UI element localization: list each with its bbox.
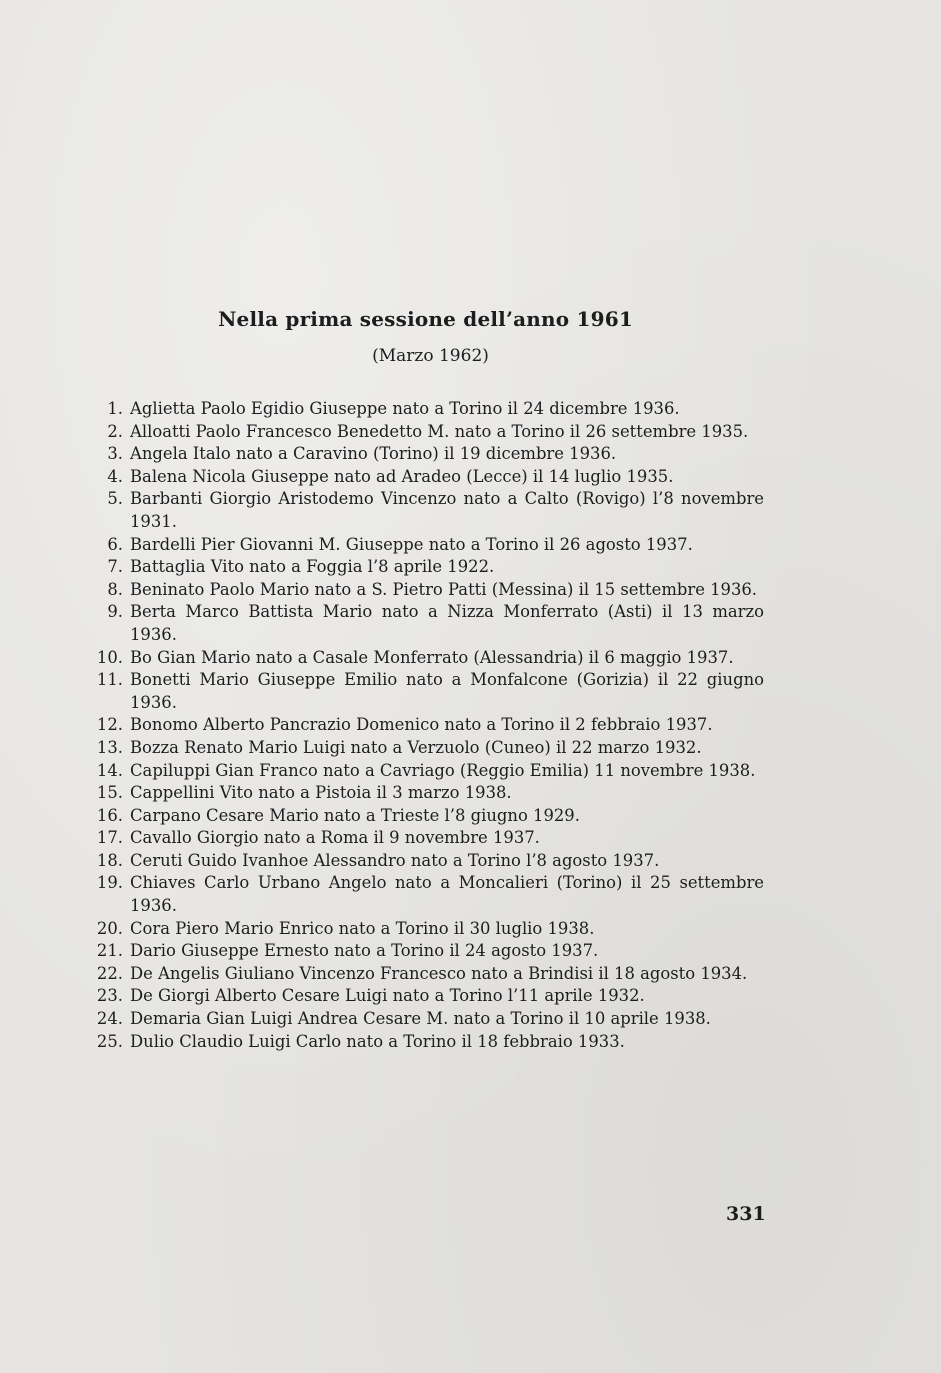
list-item xyxy=(96,737,764,760)
entry-number: 2. xyxy=(107,421,123,441)
entry-text: Demaria Gian Luigi Andrea Cesare M. nato a Torino il 10 aprile 1938. xyxy=(130,1009,711,1029)
list-item xyxy=(96,647,764,670)
entry-number: 7. xyxy=(107,557,123,577)
list-item xyxy=(96,940,764,963)
list-item xyxy=(96,1031,764,1054)
page-number: 331 xyxy=(726,1203,766,1225)
entry-number: 25. xyxy=(96,1031,123,1051)
entry-number: 14. xyxy=(96,760,123,780)
entry-number: 3. xyxy=(107,444,123,464)
section-heading: Nella prima sessione dell’anno 1961 xyxy=(218,307,633,331)
entry-text: Alloatti Paolo Francesco Benedetto M. nato a Torino il 26 settembre 1935. xyxy=(130,421,749,441)
entry-number: 11. xyxy=(96,670,123,690)
entry-number: 24. xyxy=(96,1009,123,1029)
list-item xyxy=(96,556,764,579)
entry-number: 22. xyxy=(96,963,123,983)
entry-text: De Angelis Giuliano Vincenzo Francesco nato a Brindisi il 18 agosto 1934. xyxy=(130,963,748,983)
entry-number: 10. xyxy=(96,647,123,667)
entry-text: Dulio Claudio Luigi Carlo nato a Torino il 18 febbraio 1933. xyxy=(130,1031,625,1051)
list-item xyxy=(96,963,764,986)
list-item xyxy=(96,760,764,783)
list-item xyxy=(96,534,764,557)
list-item xyxy=(96,601,764,646)
list-item xyxy=(96,1008,764,1031)
entry-text: Ceruti Guido Ivanhoe Alessandro nato a Torino l’8 agosto 1937. xyxy=(130,850,660,870)
list-item xyxy=(96,827,764,850)
list-item xyxy=(96,918,764,941)
entry-text: Bonomo Alberto Pancrazio Domenico nato a Torino il 2 febbraio 1937. xyxy=(130,715,713,735)
entry-text: Bardelli Pier Giovanni M. Giuseppe nato a Torino il 26 agosto 1937. xyxy=(130,534,693,554)
entry-text: Beninato Paolo Mario nato a S. Pietro Patti (Messina) il 15 settembre 1936. xyxy=(130,579,758,599)
entry-text: Angela Italo nato a Caravino (Torino) il 19 dicembre 1936. xyxy=(130,444,617,464)
entry-text: Barbanti Giorgio Aristodemo Vincenzo nato a Calto (Rovigo) l’8 novembre 1931. xyxy=(130,489,764,531)
list-item xyxy=(96,805,764,828)
entry-number: 19. xyxy=(96,873,123,893)
entry-text: Chiaves Carlo Urbano Angelo nato a Moncalieri (Torino) il 25 settembre 1936. xyxy=(130,873,764,916)
entry-number: 21. xyxy=(96,941,123,961)
entry-number: 15. xyxy=(96,783,123,803)
entry-number: 17. xyxy=(96,828,123,848)
entry-number: 23. xyxy=(96,986,123,1006)
entry-number: 12. xyxy=(96,715,123,735)
list-item xyxy=(96,872,764,917)
entry-text: Dario Giuseppe Ernesto nato a Torino il 24 agosto 1937. xyxy=(130,941,599,961)
entry-number: 8. xyxy=(107,579,123,599)
entry-text: Cora Piero Mario Enrico nato a Torino il 30 luglio 1938. xyxy=(130,918,595,938)
list-item xyxy=(96,488,764,533)
entry-number: 20. xyxy=(96,918,123,938)
list-item xyxy=(96,669,764,714)
list-item xyxy=(96,850,764,873)
list-item xyxy=(96,466,764,489)
entry-number: 13. xyxy=(96,737,123,757)
list-item xyxy=(96,782,764,805)
list-item xyxy=(96,714,764,737)
entry-text: Berta Marco Battista Mario nato a Nizza Monferrato (Asti) il 13 marzo 1936. xyxy=(130,602,764,644)
entry-number: 18. xyxy=(96,850,123,870)
section-date: (Marzo 1962) xyxy=(372,346,489,366)
entry-text: Capiluppi Gian Franco nato a Cavriago (Reggio Emilia) 11 novembre 1938. xyxy=(130,760,756,780)
list-item xyxy=(96,985,764,1008)
entry-number: 6. xyxy=(107,534,123,554)
list-item xyxy=(96,579,764,602)
entry-text: Cavallo Giorgio nato a Roma il 9 novembre 1937. xyxy=(130,828,540,848)
list-item xyxy=(96,398,764,421)
entry-text: Bonetti Mario Giuseppe Emilio nato a Monfalcone (Gorizia) il 22 giugno 1936. xyxy=(130,670,764,712)
entry-number: 4. xyxy=(107,466,123,486)
entry-text: Carpano Cesare Mario nato a Trieste l’8 giugno 1929. xyxy=(130,805,580,825)
entry-number: 9. xyxy=(107,602,123,622)
entry-text: Cappellini Vito nato a Pistoia il 3 marzo 1938. xyxy=(130,783,512,803)
list-item xyxy=(96,421,764,444)
entry-text: Bozza Renato Mario Luigi nato a Verzuolo (Cuneo) il 22 marzo 1932. xyxy=(130,737,702,757)
entry-text: Balena Nicola Giuseppe nato ad Aradeo (Lecce) il 14 luglio 1935. xyxy=(130,466,674,486)
entry-text: Bo Gian Mario nato a Casale Monferrato (Alessandria) il 6 maggio 1937. xyxy=(130,647,734,667)
entry-text: Aglietta Paolo Egidio Giuseppe nato a Torino il 24 dicembre 1936. xyxy=(130,399,680,418)
graduates-list xyxy=(96,398,764,1053)
entry-text: Battaglia Vito nato a Foggia l’8 aprile 1922. xyxy=(130,557,495,577)
entry-number: 5. xyxy=(107,489,123,509)
list-item xyxy=(96,443,764,466)
entry-number: 1. xyxy=(107,399,123,418)
entry-text: De Giorgi Alberto Cesare Luigi nato a Torino l’11 aprile 1932. xyxy=(130,986,645,1006)
entry-number: 16. xyxy=(96,805,123,825)
